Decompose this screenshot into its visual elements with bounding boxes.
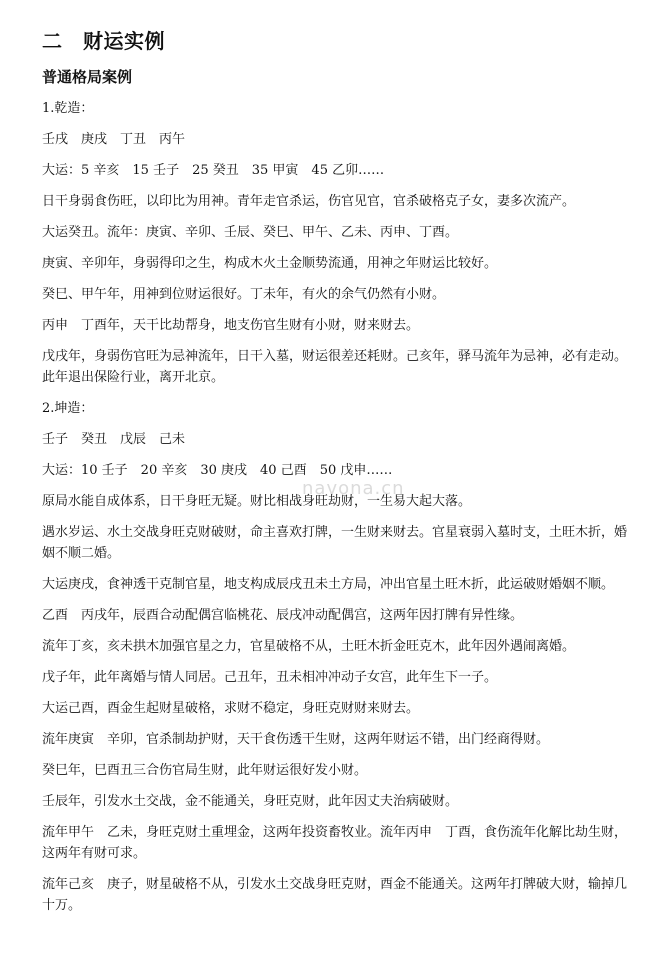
- section-subtitle: 普通格局案例: [42, 68, 133, 86]
- case-1-label: 1.乾造：: [42, 101, 94, 116]
- paragraph: 丙申 丁酉年，天干比劫帮身，地支伤官生财有小财，财来财去。: [42, 318, 420, 333]
- paragraph: 壬辰年，引发水土交战，金不能通关，身旺克财，此年因丈夫治病破财。: [42, 794, 459, 809]
- paragraph: 戊子年，此年离婚与情人同居。己丑年，丑未相冲冲动子女宫，此年生下一子。: [42, 670, 498, 685]
- case-2-pillars: 壬子 癸丑 戊辰 己未: [42, 432, 186, 447]
- paragraph: 流年己亥 庚子，财星破格不从，引发水土交战身旺克财，酉金不能通关。这两年打牌破大财，输掉几十万。: [42, 877, 628, 913]
- paragraph: 大运癸丑。流年：庚寅、辛卯、壬辰、癸巳、甲午、乙未、丙申、丁酉。: [42, 225, 459, 240]
- watermark-text: navona.cn: [302, 478, 405, 499]
- paragraph: 癸巳年，巳酉丑三合伤官局生财，此年财运很好发小财。: [42, 763, 368, 778]
- paragraph: 流年庚寅 辛卯，官杀制劫护财，天干食伤透干生财，这两年财运不错，出门经商得财。: [42, 732, 550, 747]
- paragraph: 流年甲午 乙未，身旺克财土重埋金，这两年投资畜牧业。流年丙申 丁酉，食伤流年化解比劫生财，这两年有财可求。: [42, 825, 628, 861]
- section-title: 二 财运实例: [42, 29, 165, 53]
- paragraph: 庚寅、辛卯年，身弱得印之生，构成木火土金顺势流通，用神之年财运比较好。: [42, 256, 498, 271]
- paragraph: 原局水能自成体系，日干身旺无疑。财比相战身旺劫财，一生易大起大落。: [42, 494, 472, 509]
- paragraph: 流年丁亥，亥未拱木加强官星之力，官星破格不从，土旺木折金旺克木，此年因外遇闹离婚。: [42, 639, 576, 654]
- paragraph: 遇水岁运、水土交战身旺克财破财，命主喜欢打牌，一生财来财去。官星衰弱入墓时支，土旺木折，婚姻不顺二婚。: [42, 525, 628, 561]
- paragraph: 乙酉 丙戌年，辰酉合动配偶宫临桃花、辰戌冲动配偶宫，这两年因打牌有异性缘。: [42, 608, 524, 623]
- case-2-luck-cycles: 大运：10 壬子 20 辛亥 30 庚戌 40 己酉 50 戊申……: [42, 463, 393, 478]
- case-1-pillars: 壬戌 庚戌 丁丑 丙午: [42, 132, 186, 147]
- paragraph: 日干身弱食伤旺，以印比为用神。青年走官杀运，伤官见官，官杀破格克子女，妻多次流产。: [42, 194, 576, 209]
- paragraph: 癸巳、甲午年，用神到位财运很好。丁未年，有火的余气仍然有小财。: [42, 287, 446, 302]
- paragraph: 大运己酉，酉金生起财星破格，求财不稳定，身旺克财财来财去。: [42, 701, 420, 716]
- case-1-luck-cycles: 大运：5 辛亥 15 壬子 25 癸丑 35 甲寅 45 乙卯……: [42, 163, 385, 178]
- document-page: [42, 26, 632, 926]
- paragraph: 戊戌年，身弱伤官旺为忌神流年，日干入墓，财运很差还耗财。己亥年，驿马流年为忌神，必有走动。此年退出保险行业，离开北京。: [42, 349, 628, 385]
- paragraph: 大运庚戌，食神透干克制官星，地支构成辰戌丑未土方局，冲出官星土旺木折，此运破财婚姻不顺。: [42, 577, 615, 592]
- case-2-label: 2.坤造：: [42, 401, 94, 416]
